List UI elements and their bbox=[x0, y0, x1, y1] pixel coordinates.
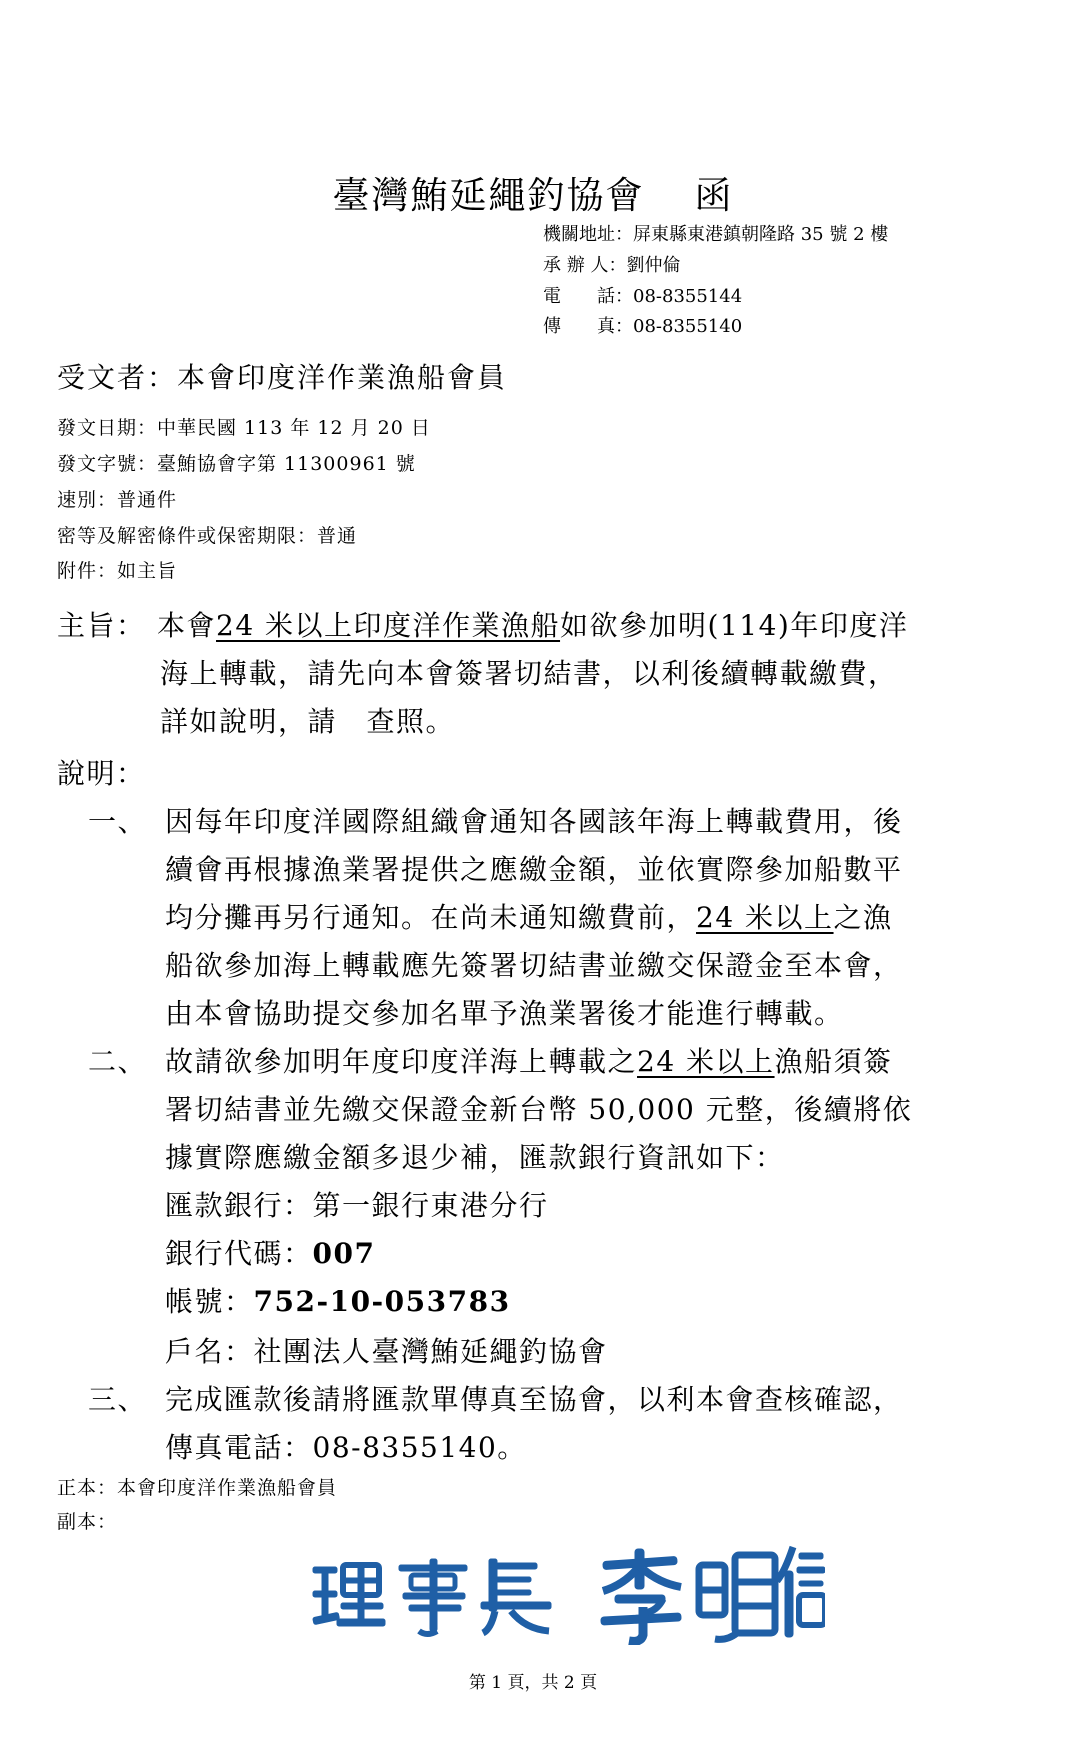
item-3-number: 三、 bbox=[88, 1383, 148, 1416]
subject-underlined-text: 24 米以上印度洋作業漁船 bbox=[216, 609, 561, 642]
item-3-line-1: 完成匯款後請將匯款單傳真至協會，以利本會查核確認， bbox=[165, 1383, 903, 1416]
item-2-line-3: 據實際應繳金額多退少補，匯款銀行資訊如下： bbox=[165, 1141, 785, 1174]
item-2-line-2: 署切結書並先繳交保證金新台幣 50,000 元整，後續將依 bbox=[165, 1093, 913, 1126]
document-number: 發文字號：臺鮪協會字第 11300961 號 bbox=[57, 453, 416, 475]
item-1-line-1: 因每年印度洋國際組織會通知各國該年海上轉載費用，後 bbox=[165, 805, 903, 838]
item-2-underlined-text: 24 米以上 bbox=[637, 1045, 775, 1078]
item-2-line-1: 故請欲參加明年度印度洋海上轉載之24 米以上漁船須簽 bbox=[165, 1045, 893, 1078]
sender-fax: 傳 真：08-8355140 bbox=[543, 316, 743, 337]
bank-code: 銀行代碼：007 bbox=[165, 1237, 376, 1270]
bank-name: 匯款銀行：第一銀行東港分行 bbox=[165, 1189, 549, 1222]
issue-date: 發文日期：中華民國 113 年 12 月 20 日 bbox=[57, 417, 431, 439]
sender-phone: 電 話：08-8355144 bbox=[543, 286, 743, 307]
copy-recipient: 副本： bbox=[57, 1511, 118, 1533]
sender-address: 機關地址：屏東縣東港鎮朝隆路 35 號 2 樓 bbox=[543, 224, 889, 245]
delivery-speed: 速別：普通件 bbox=[57, 489, 178, 511]
item-1-line-5: 由本會協助提交參加名單予漁業署後才能進行轉載。 bbox=[165, 997, 844, 1030]
attachment: 附件：如主旨 bbox=[57, 560, 178, 582]
item-1-line-4: 船欲參加海上轉載應先簽署切結書並繳交保證金至本會， bbox=[165, 949, 903, 982]
secrecy-level: 密等及解密條件或保密期限：普通 bbox=[57, 525, 358, 547]
subject-line-2: 海上轉載，請先向本會簽署切結書，以利後續轉載繳費， bbox=[160, 657, 898, 690]
organization-name: 臺灣鮪延繩釣協會 bbox=[332, 174, 645, 217]
document-title bbox=[0, 165, 1066, 219]
original-recipient: 正本：本會印度洋作業漁船會員 bbox=[57, 1477, 338, 1499]
item-1-underlined-text: 24 米以上 bbox=[696, 901, 834, 934]
page-number: 第 1 頁，共 2 頁 bbox=[468, 1673, 598, 1693]
item-3-line-2: 傳真電話：08-8355140。 bbox=[165, 1431, 527, 1464]
item-1-line-3: 均分攤再另行通知。在尚未通知繳費前，24 米以上之漁 bbox=[165, 901, 893, 934]
subject-label: 主旨： bbox=[57, 609, 146, 642]
item-1-line-2: 續會再根據漁業署提供之應繳金額，並依實際參加船數平 bbox=[165, 853, 903, 886]
document-type: 函 bbox=[694, 174, 734, 217]
recipient: 受文者：本會印度洋作業漁船會員 bbox=[57, 361, 508, 394]
item-2-number: 二、 bbox=[88, 1045, 148, 1078]
sender-handler: 承 辦 人：劉仲倫 bbox=[543, 255, 681, 276]
subject-line-1: 本會24 米以上印度洋作業漁船如欲參加明(114)年印度洋 bbox=[157, 609, 909, 642]
account-holder: 戶名：社團法人臺灣鮪延繩釣協會 bbox=[165, 1335, 608, 1368]
explanation-label: 說明： bbox=[57, 757, 146, 790]
bank-account: 帳號：752-10-053783 bbox=[165, 1285, 511, 1318]
subject-line-3: 詳如說明，請 查照。 bbox=[160, 705, 456, 738]
chairman-signature-seal bbox=[305, 1545, 825, 1645]
item-1-number: 一、 bbox=[88, 805, 148, 838]
